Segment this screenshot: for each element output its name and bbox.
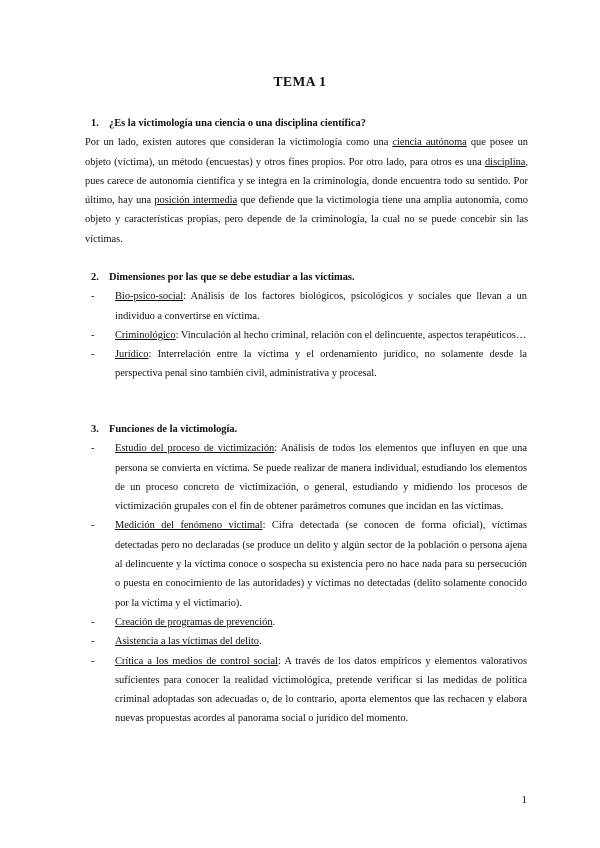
section-2-title: Dimensiones por las que se debe estudiar a las víctimas.	[109, 272, 355, 283]
list-item-text: : Cifra detectada (se conocen de forma oficial), víctimas detectadas pero no declaradas (se produce un delito y algún sector de la población o persona ajena al delincuente y la víctima conoce o sospecha su existencia pero no hace nada para su persecución o puesta en conocimiento de las autoridades) y víctimas no detectadas (delito solamente conocido por la víctima y el victimario).	[115, 520, 528, 609]
list-item-term: Crítica a los medios de control social	[115, 655, 278, 667]
list-item-text: : A través de los datos empíricos y elementos valorativos suficientes para conocer la realidad victimológica, pretende verificar si las medidas de política criminal adoptadas son adecuadas o, de lo contrario, aporta elementos que las rechacen y elabora nuevas propuestas acordes al panorama social o jurídico del momento.	[115, 655, 527, 725]
section-2	[88, 268, 527, 384]
list-item-text: .	[259, 636, 262, 648]
list-item-text: : Análisis de los factores biológicos, psicológicos y sociales que llevan a un individuo a convertirse en víctima.	[115, 291, 527, 322]
section-3-number: 3.	[91, 424, 99, 435]
section-2-list	[88, 287, 527, 383]
list-item: - Crítica a los medios de control social: A través de los datos empíricos y elementos valorativos suficientes para conocer la realidad victimológica, pretende verificar si las medidas de política criminal adoptadas son adecuadas o, de lo contrario, aporta elementos que las rechacen y elabora nuevas propuestas acordes al panorama social o jurídico del momento.	[91, 655, 527, 725]
section-3-title: Funciones de la victimología.	[109, 424, 238, 435]
list-item-term: Asistencia a las víctimas del delito	[115, 636, 259, 648]
list-item-term: Creación de programas de prevención	[115, 616, 273, 628]
paragraph-text: que posee un objeto (víctima), un método (encuestas) y otros fines propios. Por otro lado, para otros es una	[85, 137, 528, 168]
section-1-heading	[88, 114, 527, 133]
list-item-term: Estudio del proceso de victimización	[115, 443, 275, 455]
list-item-text: : Interrelación entre la víctima y el ordenamiento jurídico, no solamente desde la perspectiva penal sino también civil, administrativa y procesal.	[115, 349, 527, 380]
underlined-term: ciencia autónoma	[392, 137, 467, 149]
page-number: 1	[521, 794, 527, 806]
underlined-term: posición intermedia	[154, 195, 238, 207]
paragraph-text: , pues carece de autonomía científica y se integra en la criminología, donde encuentra todo su sentido. Por último, hay una	[85, 156, 528, 207]
list-item: - Bio-psico-social: Análisis de los factores biológicos, psicológicos y sociales que llevan a un individuo a convertirse en víctima.	[91, 291, 527, 322]
list-item-term: Jurídico	[115, 349, 149, 361]
section-2-heading	[88, 268, 527, 287]
paragraph-text: que defiende que la victimología tiene una amplia autonomía, como objeto y características propias, pero depende de la criminología, la cual no se puede concebir sin las víctimas.	[85, 195, 528, 245]
list-item: - Estudio del proceso de victimización: Análisis de todos los elementos que influyen en que una persona se convierta en víctima. Se puede realizar de manera individual, estudiando los elementos de un proceso concreto de victimización, o general, estudiando y midiendo los procesos de victimización grupales con el fin de obtener parámetros comunes que incidan en las víctimas.	[91, 443, 527, 513]
section-1-title: ¿Es la victimología una ciencia o una disciplina científica?	[109, 118, 366, 129]
section-2-number: 2.	[91, 272, 99, 283]
list-item-term: Bio-psico-social	[115, 291, 184, 303]
list-item: - Criminológico: Vinculación al hecho criminal, relación con el delincuente, aspectos terapéuticos…	[91, 329, 527, 341]
section-3-list	[88, 439, 527, 728]
section-3	[88, 420, 527, 729]
document-title: TEMA 1	[273, 74, 327, 89]
list-item-term: Medición del fenómeno victimal	[115, 520, 263, 532]
underlined-term: disciplina	[484, 156, 526, 168]
list-item-text: .	[272, 616, 276, 628]
list-item: - Medición del fenómeno victimal: Cifra detectada (se conocen de forma oficial), víctimas detectadas pero no declaradas (se produce un delito y algún sector de la población o persona ajena al delincuente y la víctima conoce o sospecha su existencia pero no hace nada para su persecución o puesta en conocimiento de las autoridades) y víctimas no detectadas (delito solamente conocido por la víctima y el victimario).	[91, 520, 528, 609]
list-item-text: : Análisis de todos los elementos que influyen en que una persona se convierta en víctima. Se puede realizar de manera individual, estudiando los elementos de un proceso concreto de victimización, o general, estudiando y midiendo los procesos de victimización grupales con el fin de obtener parámetros comunes que incidan en las víctimas.	[115, 443, 527, 513]
list-item-text: : Vinculación al hecho criminal, relación con el delincuente, aspectos terapéuticos…	[175, 329, 527, 341]
list-item: - Creación de programas de prevención.	[91, 616, 276, 628]
list-item: - Asistencia a las víctimas del delito.	[91, 636, 262, 648]
section-1-number: 1.	[91, 118, 99, 129]
paragraph-text: Por un lado, existen autores que consideran la victimología como una	[85, 137, 393, 149]
list-item-term: Criminológico	[115, 329, 176, 341]
section-1-paragraph	[85, 133, 528, 249]
list-item: - Jurídico: Interrelación entre la víctima y el ordenamiento jurídico, no solamente desde la perspectiva penal sino también civil, administrativa y procesal.	[91, 349, 527, 380]
section-1	[85, 114, 528, 249]
section-3-heading	[88, 420, 527, 439]
